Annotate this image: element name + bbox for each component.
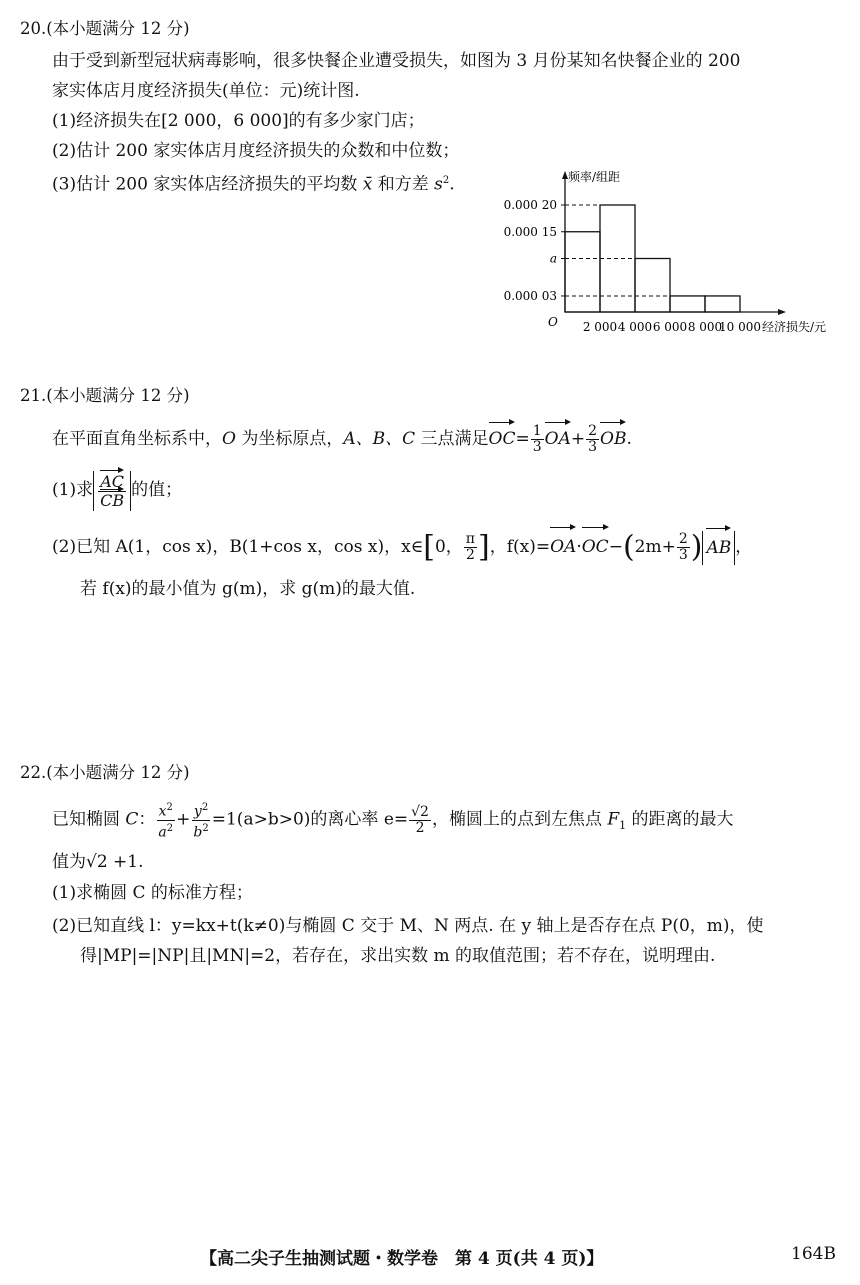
q20-header [20,18,190,40]
x-tick-label: 8 000 [687,320,723,334]
colon: ： [138,809,156,830]
vector-oa: OA [545,425,571,453]
q21-stem-text: 在平面直角坐标系中， [52,429,222,449]
vector-ab: AB [706,531,731,565]
q21-part2-line1 [52,530,752,565]
y-tick-label: 0.000 15 [503,224,557,239]
q21-stem-text2: 为坐标原点， [235,429,344,449]
fraction-numerator: 2 [678,531,688,547]
histogram-bar [565,232,600,312]
ellipse-symbol: C [125,809,139,830]
abs-ab [702,531,735,565]
q21-part2-text: (2)已知 [52,537,116,557]
q22-stem-text: 已知椭圆 [52,809,126,830]
points-abc: A、B、C [343,429,416,449]
fraction-denominator: 2 [465,547,475,563]
var-y: y [193,803,202,820]
fraction-two-thirds [677,532,690,563]
vector-cb: CB [100,490,125,510]
vector-oc: OC [489,425,516,453]
q21-part2-line2: 若 f(x)的最小值为 g(m)，求 g(m)的最大值. [80,579,416,599]
fraction-denominator: 2 [415,819,425,836]
q22-header [20,762,190,784]
fraction-numerator [192,800,210,821]
right-paren: ) [690,529,703,565]
q20-part3-text2: 和方差 [372,174,435,195]
m-term: 2m+ [634,537,676,557]
points-definition: A(1，cos x)，B(1+cos x，cos x)，x∈ [115,537,424,557]
comma: ， [735,537,753,557]
abs-ratio [93,471,131,511]
left-paren: ( [622,529,635,565]
paper-code: 164B [791,1244,836,1264]
x-tick-label: 6 000 [652,320,688,334]
vector-oc: OC [582,530,609,564]
histogram-bar [705,296,740,312]
fraction-numerator [157,800,175,821]
q20-part3 [52,170,455,196]
focus-subscript: 1 [619,819,627,833]
q21-part1-text: (1)求 [52,480,94,500]
fraction-numerator: 2 [588,423,598,439]
fraction-numerator: 1 [532,423,542,439]
fraction-denominator: 3 [532,439,542,455]
fraction-numerator: √2 [411,803,429,820]
square: 2 [166,822,174,834]
var-x: x [158,803,167,820]
q22-number: 22. [20,763,47,782]
x-tick-label: 10 000 [719,320,761,334]
origin-symbol: O [222,429,236,449]
fraction-denominator: 3 [588,439,598,455]
mean-symbol: x̄ [362,174,373,195]
fraction-pi-half [464,532,477,563]
q22-stem-text2: ，椭圆上的点到左焦点 [431,809,608,830]
x-tick-label: 2 000 [582,320,618,334]
q20-part1: (1)经济损失在[2 000，6 000]的有多少家门店； [52,111,425,131]
fraction-denominator: 3 [678,547,688,563]
q20-part3-text: (3)估计 200 家实体店经济损失的平均数 [52,174,363,195]
vector-ratio [98,473,126,510]
square: 2 [201,802,209,813]
q21-number: 21. [20,386,47,405]
left-bracket: [ [423,529,435,565]
square: 2 [202,822,209,834]
var-b: b [193,824,203,841]
q22-stem-line2: 值为√2 +1. [52,852,144,872]
q22-part1: (1)求椭圆 C 的标准方程； [52,883,253,903]
histogram-bar [670,296,705,312]
q22-header-text: (本小题满分 12 分) [46,763,190,782]
plus-sign: + [570,429,586,449]
y-tick-label: 0.000 20 [503,198,557,212]
interval-start: 0， [434,537,463,557]
variance-symbol: s [434,174,443,195]
right-bracket: ] [478,529,490,565]
q21-stem [52,424,632,455]
square: 2 [166,802,173,813]
equals-sign: = [515,429,530,449]
q20-part2: (2)估计 200 家实体店月度经济损失的众数和中位数； [52,141,460,161]
y-tick-label: 0.000 03 [503,288,557,303]
q20-part3-end: . [449,174,455,195]
ratio-denominator [98,492,126,510]
fraction-denominator [156,821,175,841]
q21-part1 [52,470,182,511]
function-def: ，f(x)= [489,537,551,557]
y-tick-label: a [549,251,557,266]
vector-oa: OA [550,530,576,564]
q21-header [20,385,190,407]
x-axis-arrow [778,309,786,315]
vector-ob: OB [600,425,626,453]
q21-stem-text3: 三点满足 [415,429,489,449]
period: . [626,429,632,449]
histogram-bar [635,259,670,313]
x-axis-label: 经济损失/元 [762,320,827,334]
q22-part2-line1: (2)已知直线 l：y=kx+t(k≠0)与椭圆 C 交于 M、N 两点. 在 y 轴上是否存在点 P(0，m)，使 [52,916,764,936]
fraction-sqrt2-2 [409,805,431,836]
origin-label: O [548,315,558,329]
fraction-two-thirds [586,424,599,455]
minus-sign: − [608,537,623,557]
vector-ac: AC [100,471,124,491]
q21-part1-end: 的值； [131,480,183,500]
q21-header-text: (本小题满分 12 分) [46,386,190,405]
q20-number: 20. [20,19,47,38]
fraction-denominator [191,821,210,841]
plus-sign: + [176,809,191,830]
q20-header-text: (本小题满分 12 分) [46,19,190,38]
var-a: a [158,824,167,841]
y-axis-label: 频率/组距 [568,170,621,184]
q22-part2-line2: 得|MP|=|NP|且|MN|=2，若存在，求出实数 m 的取值范围；若不存在，说明理由. [80,946,716,966]
fraction-x2-a2 [156,800,175,840]
page-footer: 【高二尖子生抽测试题・数学卷 第 4 页(共 4 页)】 [200,1249,604,1269]
q22-stem-line1 [52,800,734,843]
q22-stem-text3: 的距离的最大 [626,809,734,830]
eccentricity-eq: e= [383,809,409,830]
fraction-y2-b2 [191,800,210,840]
dot-product: · [576,537,582,557]
ellipse-condition: =1(a>b>0)的离心率 [211,809,384,830]
q20-stem-line1: 由于受到新型冠状病毒影响，很多快餐企业遭受损失，如图为 3 月份某知名快餐企业的 200 [52,51,741,71]
q20-stem-line2: 家实体店月度经济损失(单位：元)统计图. [52,81,360,101]
focus-symbol: F [607,809,620,830]
x-tick-label: 4 000 [617,320,653,334]
fraction-one-third [531,424,544,455]
loss-histogram [500,165,850,345]
fraction-numerator: π [465,531,475,547]
variance-exponent: 2 [442,175,450,186]
